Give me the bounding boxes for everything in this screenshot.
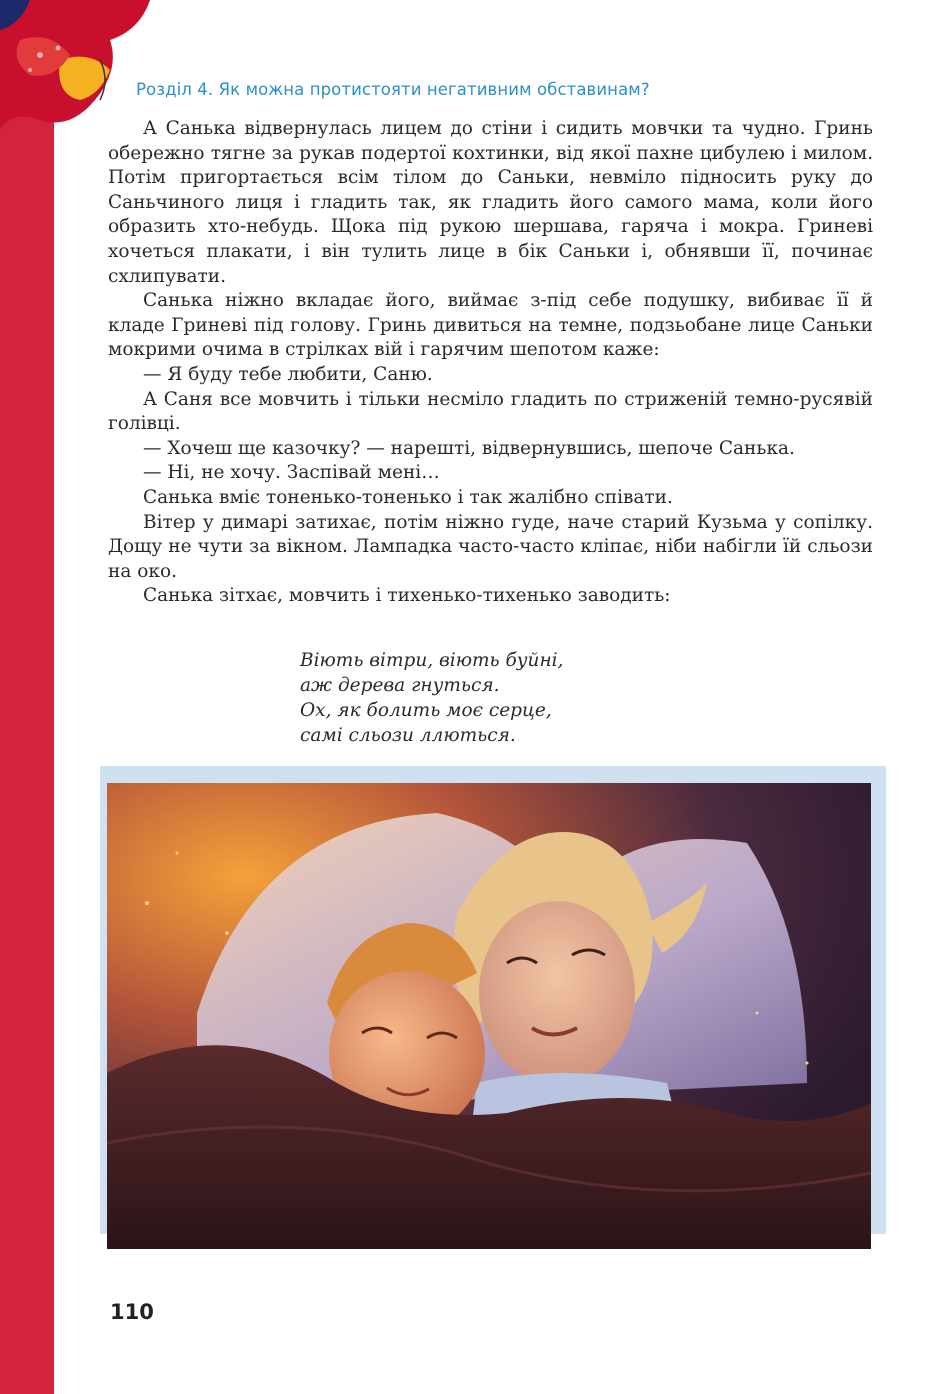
paragraph: — Я буду тебе любити, Саню.: [143, 363, 433, 385]
verse-line: самі сльози ллються.: [300, 725, 516, 746]
story-text: [108, 117, 873, 609]
page-number: 110: [110, 1300, 154, 1324]
verse-line: Ох, як болить моє серце,: [300, 700, 552, 721]
verse-line: аж дерева гнуться.: [300, 675, 500, 696]
paragraph: — Хочеш ще казочку? — нарешті, відвернувшись, шепоче Санька.: [143, 437, 795, 459]
paragraph: Вітер у димарі затихає, потім ніжно гуде, наче старий Кузьма у сопілку. Дощу не чути за вікном. Лампадка часто-часто кліпає, ніби набігли їй сльози на око.: [108, 511, 873, 582]
paragraph: — Ні, не хочу. Заспівай мені…: [143, 462, 440, 484]
paragraph: Санька вміє тоненько-тоненько і так жалібно співати.: [143, 486, 673, 508]
paragraph: А Саня все мовчить і тільки несміло гладить по стриженій темно-русявій голівці.: [108, 388, 873, 435]
verse-line: Віють вітри, віють буйні,: [300, 650, 564, 671]
chapter-header: Розділ 4. Як можна протистояти негативним обставинам?: [136, 80, 650, 99]
paragraph: Санька зітхає, мовчить і тихенько-тихенько заводить:: [143, 585, 671, 607]
paragraph: А Санька відвернулась лицем до стіни і сидить мовчки та чудно. Гринь обережно тягне за рукав подертої кохтинки, від якої пахне цибулею і милом. Потім пригортається всім тілом до Саньки, невміло підносить руку до Саньчиного лиця і гладить так, як гладить його самого мама, коли його образить хто-небудь. Щока під рукою шершава, гаряча і мокра. Гриневі хочеться плакати, і він тулить лице в бік Саньки і, обнявши її, починає схлипувати.: [108, 118, 873, 287]
bedtime-illustration: [107, 783, 871, 1249]
page-edge-strip: [0, 0, 54, 1394]
paragraph: Санька ніжно вкладає його, виймає з-під себе подушку, вибиває її й кладе Гриневі під голову. Гринь дивиться на темне, подзьобане лице Саньки мокрими очима в стрілках вій і гарячим шепотом каже:: [108, 290, 873, 361]
song-verse: [300, 648, 563, 748]
